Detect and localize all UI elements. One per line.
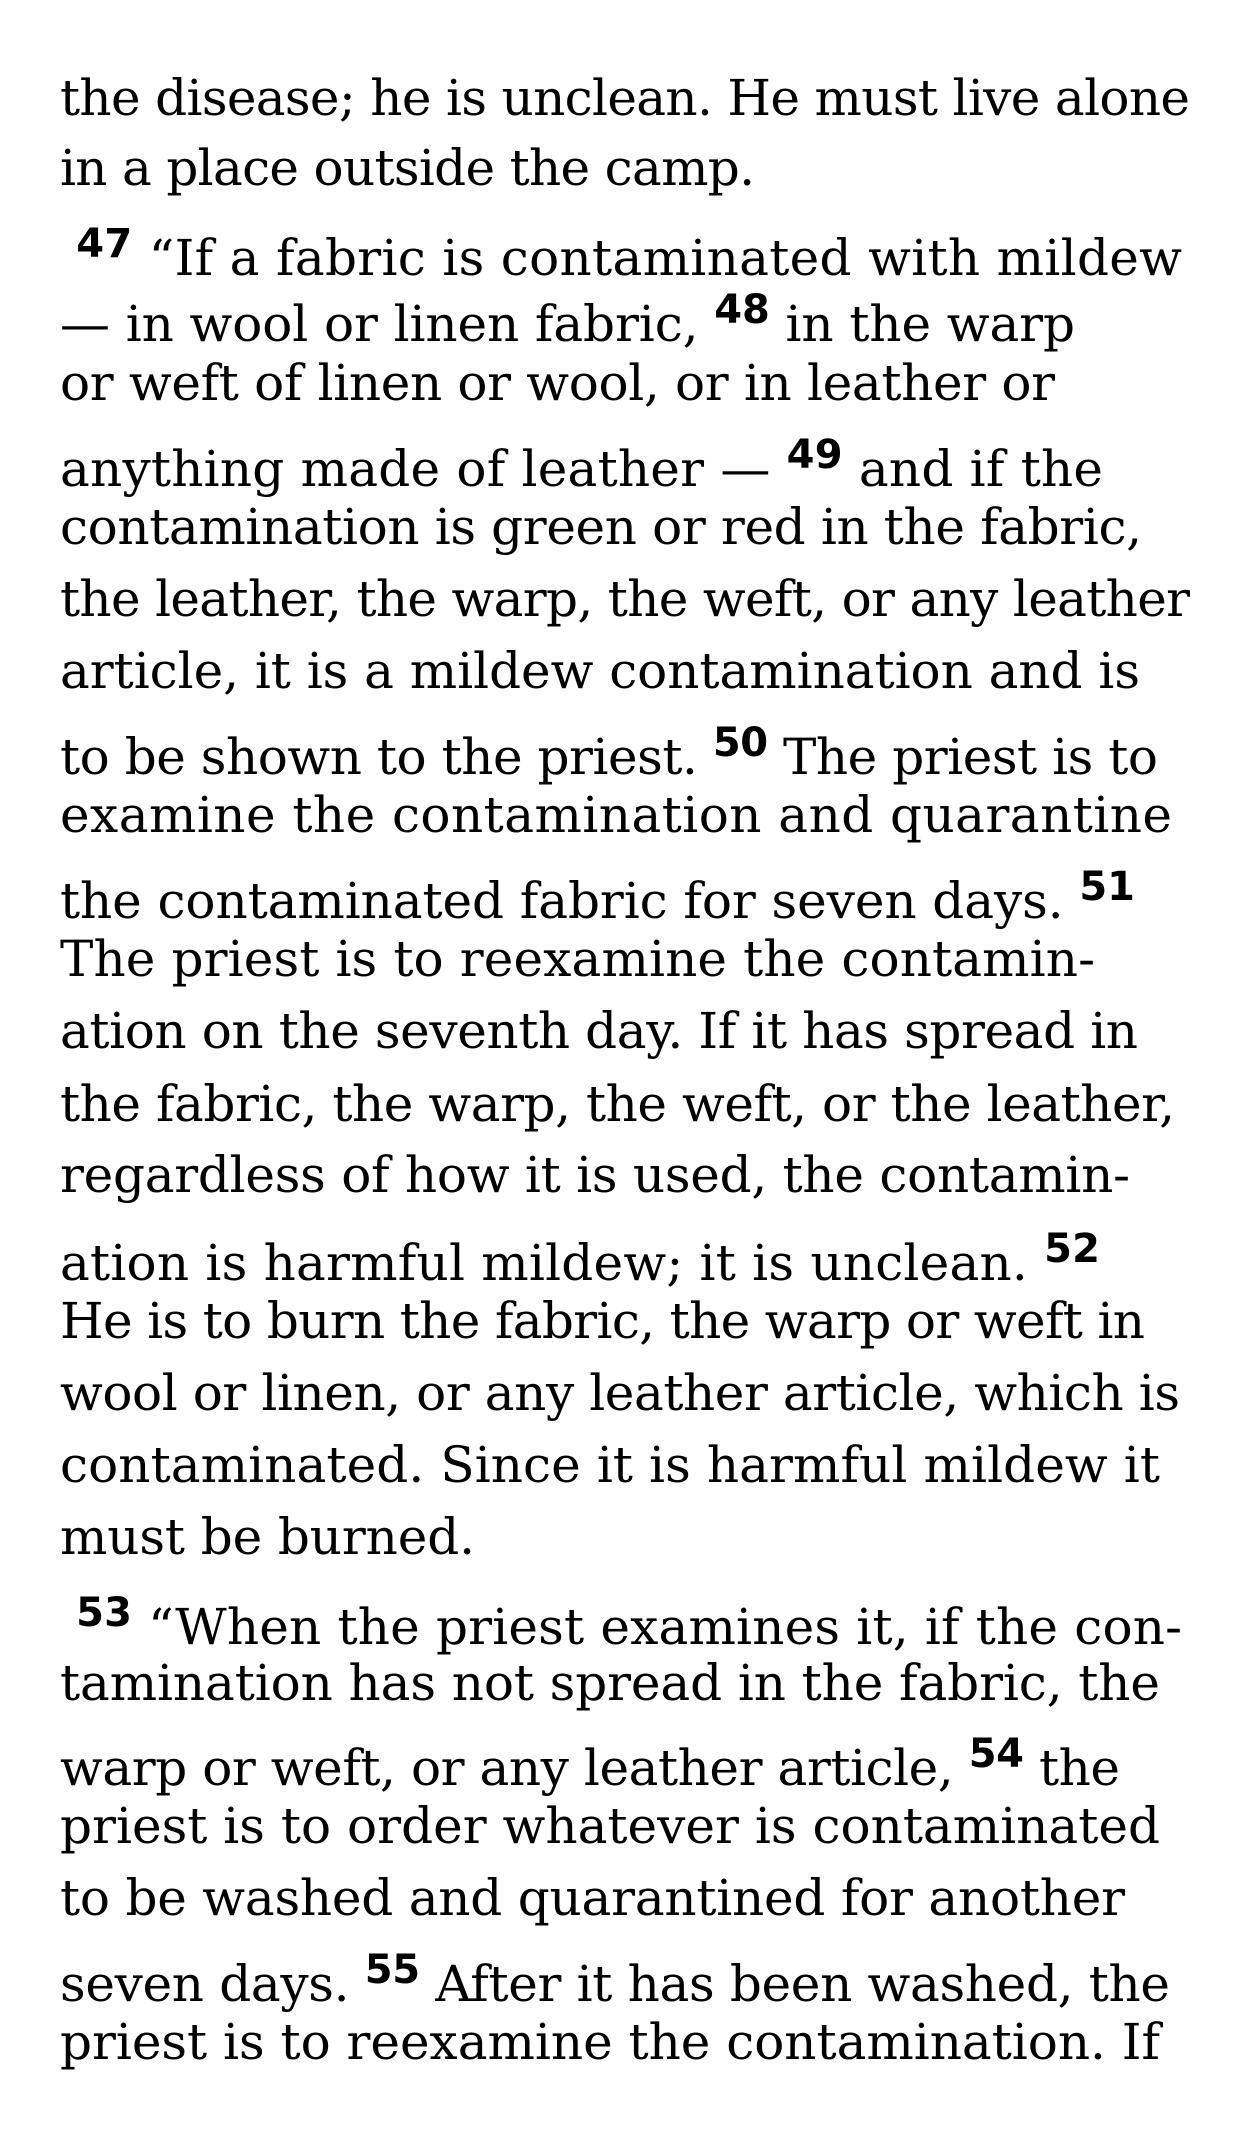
text-line	[60, 1790, 1160, 1862]
text-line	[60, 1934, 1170, 2013]
text-line	[60, 851, 1135, 930]
verse-text: priest is to order whatever is contaminated	[60, 1797, 1161, 1855]
text-line	[60, 1213, 1101, 1292]
verse-text: in the warp	[769, 295, 1075, 353]
text-line	[60, 1285, 1144, 1357]
text-line	[60, 2006, 1160, 2078]
text-line	[60, 1862, 1125, 1934]
text-line	[60, 707, 1158, 786]
verse-text: The priest is to reexamine the contamin-	[60, 930, 1096, 988]
verse-text: the fabric, the warp, the weft, or the leather,	[60, 1075, 1175, 1133]
text-line	[60, 1068, 1175, 1140]
verse-text: contaminated. Since it is harmful mildew it	[60, 1436, 1161, 1494]
verse-number[interactable]: 47	[76, 221, 133, 267]
verse-text: anything made of leather —	[60, 440, 787, 498]
verse-number[interactable]: 49	[786, 432, 843, 478]
verse-text: contamination is green or red in the fabric,	[60, 498, 1142, 556]
text-line	[60, 1139, 1130, 1211]
verse-text: in a place outside the camp.	[60, 139, 755, 197]
verse-text: to be shown to the priest.	[60, 728, 713, 786]
text-line	[60, 1357, 1180, 1429]
verse-number[interactable]: 55	[364, 1947, 420, 1993]
verse-text: priest is to reexamine the contamination. If	[60, 2013, 1160, 2071]
verse-text: regardless of how it is used, the contamin-	[60, 1146, 1130, 1204]
verse-number[interactable]: 54	[968, 1731, 1024, 1777]
text-line	[60, 1501, 475, 1573]
verse-number[interactable]: 51	[1079, 864, 1135, 910]
text-line	[60, 208, 1183, 287]
verse-text: the leather, the warp, the weft, or any leather	[60, 570, 1190, 628]
text-line	[60, 62, 1189, 134]
verse-number[interactable]: 52	[1044, 1226, 1101, 1272]
text-line	[60, 563, 1189, 635]
text-line	[60, 635, 1140, 707]
verse-number[interactable]: 50	[712, 720, 768, 766]
verse-text: or weft of linen or wool, or in leather or	[60, 354, 1055, 412]
verse-text: He is to burn the fabric, the warp or weft in	[60, 1292, 1145, 1350]
verse-text: “When the priest examines it, if the con-	[132, 1598, 1183, 1656]
text-line	[60, 779, 1172, 851]
text-line	[60, 274, 1075, 353]
text-line	[60, 132, 754, 204]
verse-text: and if the	[842, 440, 1104, 498]
verse-text: After it has been washed, the	[419, 1955, 1170, 2013]
text-line	[60, 491, 1142, 563]
text-line	[60, 1429, 1160, 1501]
verse-text: The priest is to	[767, 728, 1158, 786]
verse-number[interactable]: 48	[714, 287, 770, 333]
verse-text: examine the contamination and quarantine	[60, 786, 1173, 844]
verse-text: the disease; he is unclean. He must live alone	[60, 69, 1190, 127]
text-line	[60, 347, 1055, 419]
text-line	[60, 995, 1138, 1067]
verse-text: wool or linen, or any leather article, which is	[60, 1364, 1180, 1422]
verse-text: warp or weft, or any leather article,	[60, 1739, 969, 1797]
verse-number[interactable]: 53	[76, 1590, 133, 1636]
verse-text: — in wool or linen fabric,	[60, 295, 715, 353]
verse-text: ation on the seventh day. If it has spread in	[60, 1002, 1138, 1060]
verse-text: seven days.	[60, 1955, 365, 2013]
verse-text: “If a fabric is contaminated with mildew	[132, 229, 1183, 287]
text-line	[60, 1718, 1120, 1797]
text-line	[60, 1647, 1160, 1719]
text-line	[60, 1577, 1183, 1656]
text-line	[60, 419, 1104, 498]
verse-text: article, it is a mildew contamination and is	[60, 642, 1140, 700]
verse-text: must be burned.	[60, 1508, 475, 1566]
verse-text: tamination has not spread in the fabric, the	[60, 1654, 1160, 1712]
verse-text: the	[1023, 1739, 1120, 1797]
verse-text: ation is harmful mildew; it is unclean.	[60, 1234, 1045, 1292]
verse-text: to be washed and quarantined for another	[60, 1869, 1125, 1927]
verse-text: the contaminated fabric for seven days.	[60, 872, 1080, 930]
text-line	[60, 923, 1095, 995]
